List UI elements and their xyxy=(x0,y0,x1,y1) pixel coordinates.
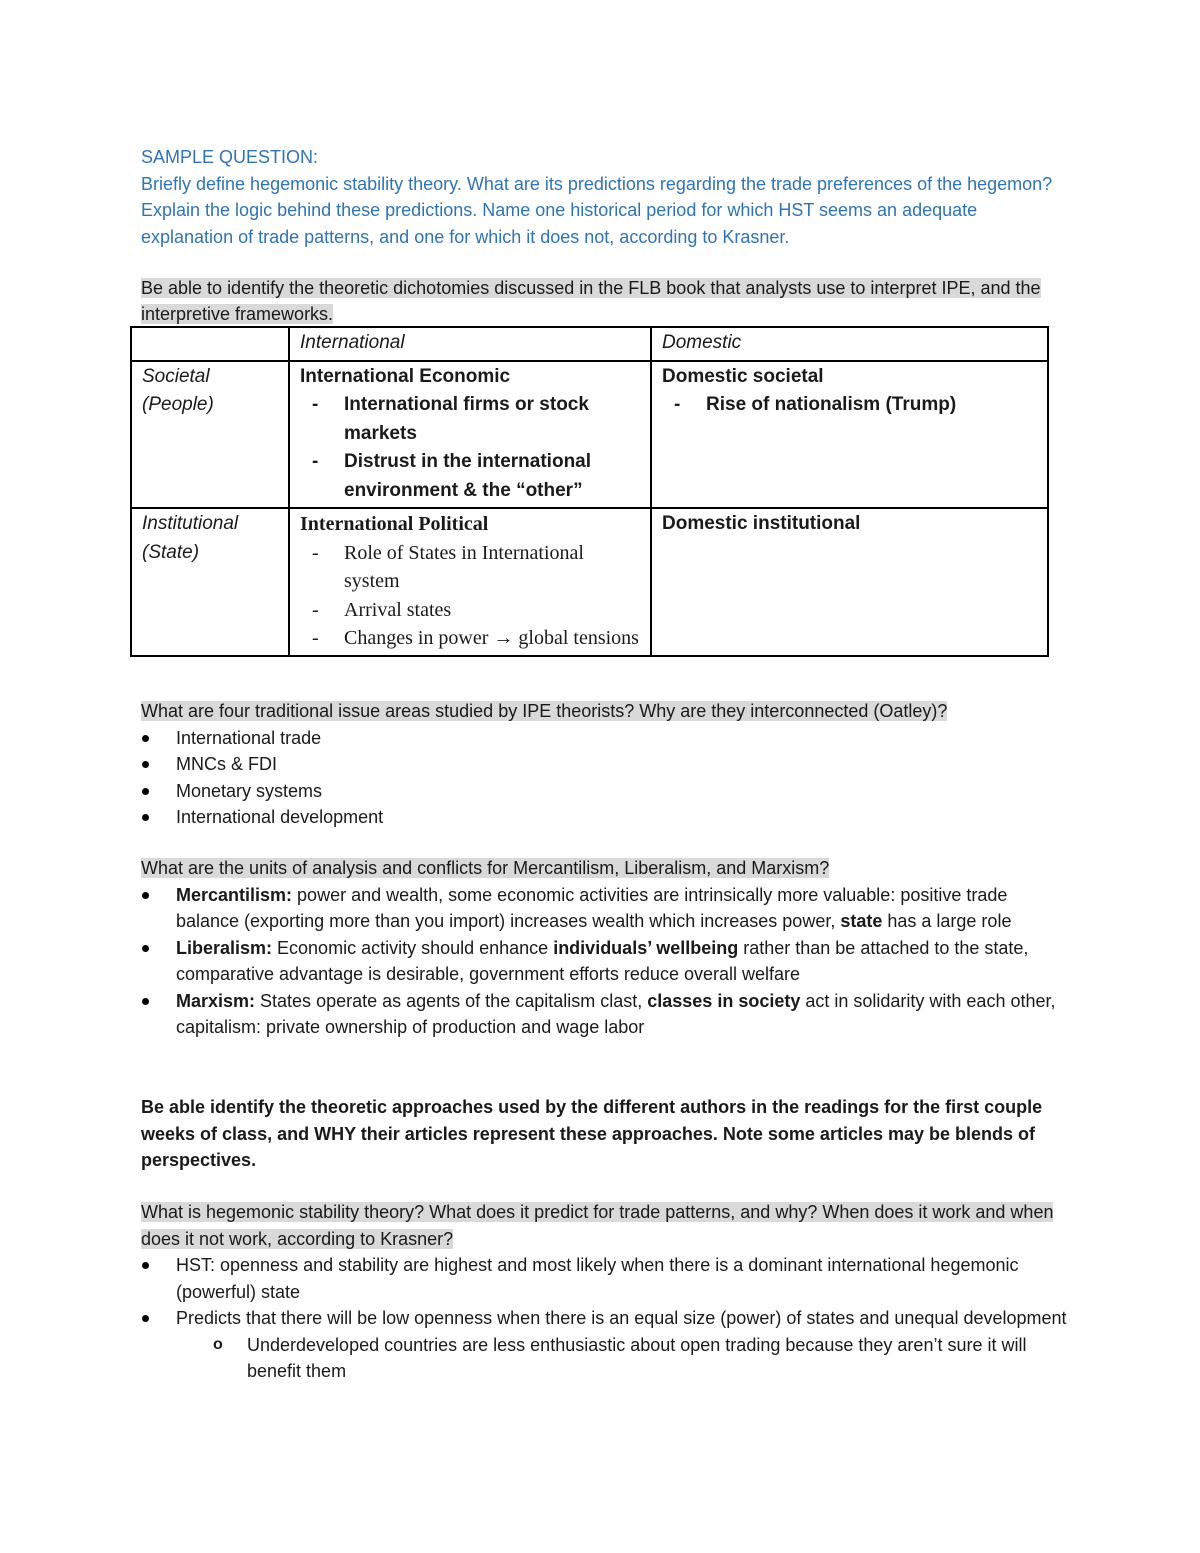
question-hst-text: What is hegemonic stability theory? What does it predict for trade patterns, and why? When does it work and when does it not work, according to Krasner? xyxy=(141,1202,1054,1249)
table-row-societal xyxy=(131,361,1048,509)
cell-list xyxy=(662,391,1039,420)
list-item: Predicts that there will be low openness when there is an equal size (power) of states and unequal development xyxy=(141,1305,1071,1332)
question-issue-areas xyxy=(141,698,1071,831)
question-units-of-analysis xyxy=(141,855,1071,1041)
row-label-societal: Societal (People) xyxy=(131,361,289,509)
table-corner-cell xyxy=(131,327,289,361)
sample-question xyxy=(141,144,1071,250)
table-header-row xyxy=(131,327,1048,361)
cell-list xyxy=(300,391,642,505)
list-item: - Arrival states xyxy=(344,596,642,625)
question-dichotomies-text: Be able to identify the theoretic dichotomies discussed in the FLB book that analysts use to interpret IPE, and the interpretive frameworks. xyxy=(141,278,1041,324)
list-item: International development xyxy=(141,804,1071,831)
term-label: Liberalism: xyxy=(176,937,273,958)
list-item: - Rise of nationalism (Trump) xyxy=(706,391,1039,420)
list-item: International trade xyxy=(141,725,1071,752)
question-approaches xyxy=(141,1094,1071,1174)
question-dichotomies xyxy=(141,275,1071,327)
theories-list xyxy=(141,882,1071,1041)
issue-areas-list xyxy=(141,725,1071,831)
list-item-liberalism: Liberalism: Economic activity should enhance individuals’ wellbeing rather than be attached to the state, comparative advantage is desirable, government efforts reduce overall welfare xyxy=(141,935,1071,988)
list-item-marxism: Marxism: States operate as agents of the capitalism clast, classes in society act in solidarity with each other, capitalism: private ownership of production and wage labor xyxy=(141,988,1071,1041)
hst-list xyxy=(141,1252,1071,1332)
question-hst xyxy=(141,1199,1071,1385)
sample-heading: SAMPLE QUESTION: xyxy=(141,147,319,167)
cell-title: International Economic xyxy=(300,365,511,387)
row-label-institutional: Institutional (State) xyxy=(131,508,289,656)
cell-list xyxy=(300,539,642,653)
list-item-mercantilism: Mercantilism: power and wealth, some economic activities are intrinsically more valuable: positive trade balance (exporting more than you import) increases wealth which increases power, state has a large role xyxy=(141,882,1071,935)
table-row-institutional xyxy=(131,508,1048,656)
list-item: - Changes in power → global tensions xyxy=(344,624,642,653)
term-label: Mercantilism: xyxy=(176,884,293,905)
cell-international-economic xyxy=(289,361,651,509)
hst-sublist xyxy=(141,1332,1071,1385)
term-label: Marxism: xyxy=(176,990,256,1011)
list-item: - Role of States in International system xyxy=(344,539,642,596)
col-header-domestic: Domestic xyxy=(651,327,1048,361)
list-item: - International firms or stock markets xyxy=(344,391,642,448)
list-item: o Underdeveloped countries are less enthusiastic about open trading because they aren’t sure it will benefit them xyxy=(141,1332,1071,1385)
list-item: HST: openness and stability are highest and most likely when there is a dominant international hegemonic (powerful) state xyxy=(141,1252,1071,1305)
sample-text: Briefly define hegemonic stability theory. What are its predictions regarding the trade preferences of the hegemon? Explain the logic behind these predictions. Name one historical period for which HST seems an adequate explanation of trade patterns, and one for which it does not, according to Krasner. xyxy=(141,173,1053,247)
question-units-text: What are the units of analysis and conflicts for Mercantilism, Liberalism, and Marxism? xyxy=(141,858,830,878)
cell-international-political xyxy=(289,508,651,656)
question-issue-areas-text: What are four traditional issue areas studied by IPE theorists? Why are they interconnected (Oatley)? xyxy=(141,701,948,721)
cell-domestic-societal xyxy=(651,361,1048,509)
col-header-international: International xyxy=(289,327,651,361)
list-item: Monetary systems xyxy=(141,778,1071,805)
list-item: MNCs & FDI xyxy=(141,751,1071,778)
list-item: - Distrust in the international environment & the “other” xyxy=(344,448,642,505)
cell-title: International Political xyxy=(300,513,489,535)
dichotomies-table xyxy=(130,326,1049,657)
cell-domestic-institutional xyxy=(651,508,1048,656)
question-approaches-text: Be able identify the theoretic approaches used by the different authors in the readings for the first couple weeks of class, and WHY their articles represent these approaches. Note some articles may be blends of perspectives. xyxy=(141,1097,1043,1170)
cell-title: Domestic societal xyxy=(662,365,824,387)
cell-title: Domestic institutional xyxy=(662,513,861,534)
